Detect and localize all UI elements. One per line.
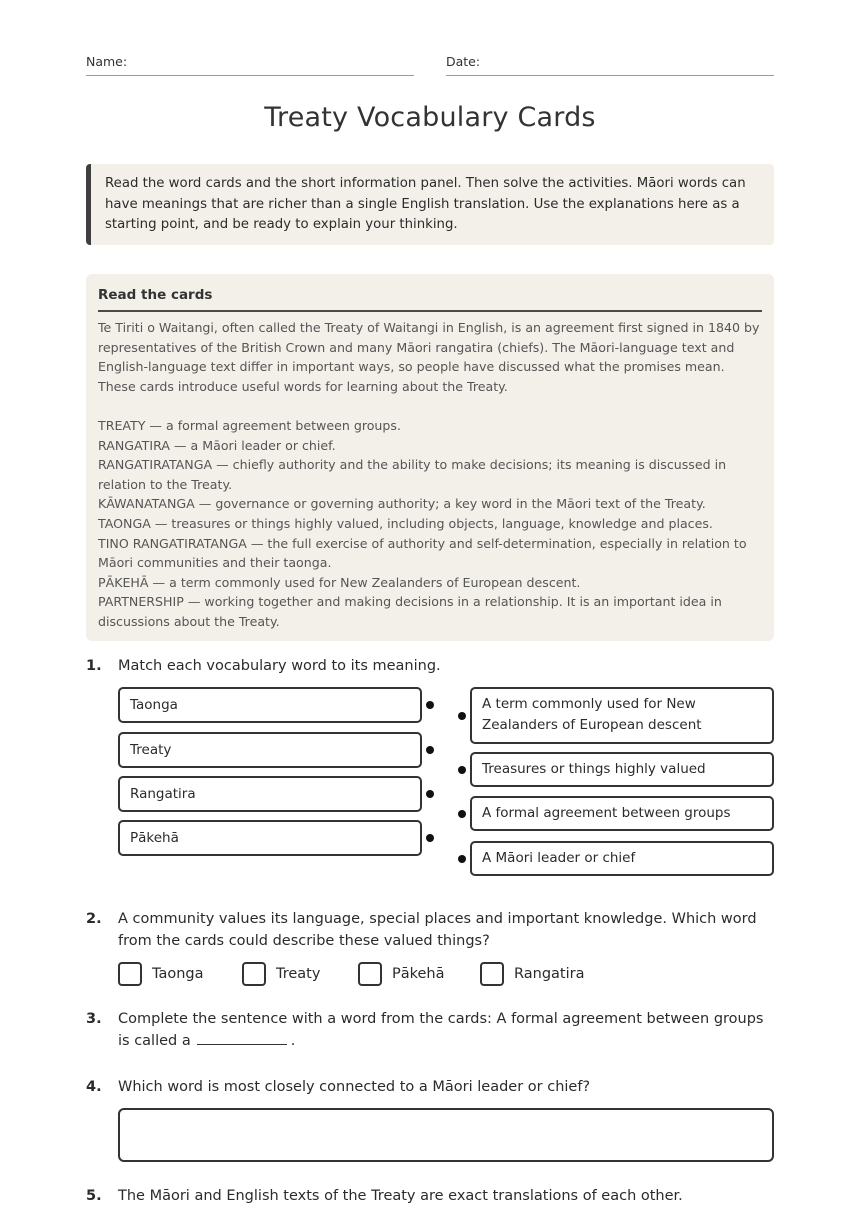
question-number: 5. (86, 1188, 102, 1204)
checkbox[interactable] (118, 962, 142, 986)
option-label: Taonga (152, 966, 204, 982)
checkbox[interactable] (242, 962, 266, 986)
option-label: Treaty (276, 966, 321, 982)
option-pakeha[interactable] (358, 962, 445, 986)
meaning-match-dot[interactable] (458, 766, 466, 774)
option-label: Pākehā (392, 966, 445, 982)
vocab-entry: RANGATIRATANGA — chiefly authority and the ability to make decisions; its meaning is discussed in relation to the Treaty. (98, 457, 727, 492)
panel-body (98, 318, 762, 632)
sentence-end: . (290, 1033, 296, 1049)
checkbox[interactable] (480, 962, 504, 986)
vocab-entry: TAONGA — treasures or things highly valued, including objects, language, knowledge and places. (98, 515, 713, 531)
name-date-row (86, 54, 774, 76)
question-3 (86, 1008, 774, 1052)
meaning-card[interactable]: A formal agreement between groups (470, 796, 774, 831)
vocab-entry: PĀKEHĀ — a term commonly used for New Zealanders of European descent. (98, 574, 581, 590)
option-label: Rangatira (514, 966, 585, 982)
question-text: Which word is most closely connected to a Māori leader or chief? (118, 1079, 591, 1095)
word-match-dot[interactable] (426, 746, 434, 754)
meaning-card[interactable]: A term commonly used for New Zealanders of European descent (470, 687, 774, 744)
date-field[interactable] (446, 54, 774, 76)
question-4 (86, 1076, 774, 1098)
word-card-pakeha[interactable]: Pākehā (118, 820, 422, 856)
question-number: 4. (86, 1079, 102, 1095)
meaning-match-dot[interactable] (458, 855, 466, 863)
vocab-entry: PARTNERSHIP — working together and making decisions in a relationship. It is an important idea in discussions about the Treaty. (98, 594, 722, 629)
question-text: Match each vocabulary word to its meaning. (118, 658, 441, 674)
option-rangatira[interactable] (480, 962, 584, 986)
panel-intro-text: Te Tiriti o Waitangi, often called the Treaty of Waitangi in English, is an agreement first signed in 1840 by representatives of the British Crown and many Māori rangatira (chiefs). The Māori-language text and English-language text differ in important ways, so people have discussed what the promises mean. These cards introduce useful words for learning about the Treaty. (98, 320, 760, 394)
question-text: The Māori and English texts of the Treaty are exact translations of each other. (118, 1188, 683, 1204)
fill-in-blank[interactable] (197, 1031, 287, 1045)
meaning-match-dot[interactable] (458, 712, 466, 720)
question-1 (86, 655, 774, 677)
panel-heading: Read the cards (98, 287, 762, 312)
word-match-dot[interactable] (426, 701, 434, 709)
vocab-entry: TINO RANGATIRATANGA — the full exercise of authority and self-determination, especially in relation to Māori communities and their taonga. (98, 535, 747, 571)
question-number: 2. (86, 911, 102, 927)
meaning-card[interactable]: A Māori leader or chief (470, 841, 774, 876)
meaning-card[interactable]: Treasures or things highly valued (470, 752, 774, 787)
question-text (118, 1008, 774, 1052)
instructions-box: Read the word cards and the short information panel. Then solve the activities. Māori words can have meanings that are richer than a single English translation. Use the explanations here as a starting point, and be ready to explain your thinking. (86, 164, 774, 245)
word-card-rangatira[interactable]: Rangatira (118, 776, 422, 812)
question-number: 3. (86, 1011, 102, 1027)
option-treaty[interactable] (242, 962, 320, 986)
question-text: A community values its language, special places and important knowledge. Which word from the cards could describe these valued things? (118, 911, 757, 949)
meaning-match-dot[interactable] (458, 810, 466, 818)
word-card-taonga[interactable]: Taonga (118, 687, 422, 723)
answer-box[interactable] (118, 1108, 774, 1162)
date-label: Date: (446, 54, 481, 69)
word-match-dot[interactable] (426, 834, 434, 842)
sentence-start: Complete the sentence with a word from the cards: A formal agreement between groups is called a (118, 1011, 764, 1049)
question-number: 1. (86, 658, 102, 674)
vocab-entry: RANGATIRA — a Māori leader or chief. (98, 437, 336, 453)
name-field[interactable] (86, 54, 414, 76)
question-5 (86, 1185, 774, 1207)
name-label: Name: (86, 54, 128, 69)
question-2 (86, 908, 774, 952)
vocab-entry: TREATY — a formal agreement between groups. (98, 417, 401, 433)
word-card-treaty[interactable]: Treaty (118, 732, 422, 768)
option-taonga[interactable] (118, 962, 204, 986)
info-panel (86, 274, 774, 641)
word-match-dot[interactable] (426, 790, 434, 798)
vocab-entry: KĀWANATANGA — governance or governing authority; a key word in the Māori text of the Treaty. (98, 496, 706, 512)
page-title: Treaty Vocabulary Cards (264, 102, 596, 133)
checkbox[interactable] (358, 962, 382, 986)
